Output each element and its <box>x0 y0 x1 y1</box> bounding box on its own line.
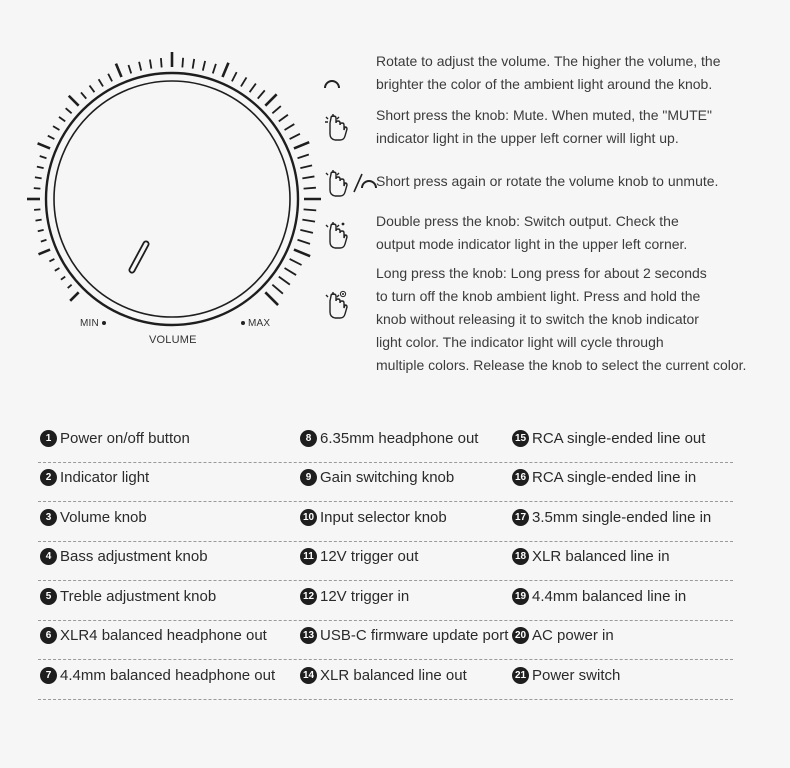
scale-tick <box>279 115 288 122</box>
scale-tick <box>279 277 290 285</box>
part-label: Bass adjustment knob <box>60 548 208 565</box>
scale-tick <box>285 268 297 275</box>
scale-tick <box>258 90 265 98</box>
part-label: Power on/off button <box>60 429 190 447</box>
part-label: 4.4mm balanced headphone out <box>60 666 276 684</box>
min-dot <box>102 321 106 325</box>
scale-tick <box>203 61 205 71</box>
scale-tick <box>300 230 313 233</box>
scale-tick <box>193 59 195 69</box>
part-label: AC power in <box>532 627 614 644</box>
knob-illustration <box>0 0 360 380</box>
part-label: Gain switching knob <box>320 469 455 486</box>
part-item <box>40 466 149 490</box>
scale-tick <box>69 96 79 106</box>
part-item <box>300 426 478 450</box>
scale-tick <box>223 63 229 77</box>
part-label: Volume knob <box>60 508 147 526</box>
scale-tick <box>81 92 86 98</box>
scale-tick <box>41 240 47 242</box>
part-number-badge: 12 <box>300 588 317 605</box>
scale-tick <box>290 259 302 265</box>
max-dot <box>241 321 245 325</box>
rotate-icon <box>320 66 370 96</box>
scale-tick <box>213 64 216 74</box>
instruction-double-press-text: Double press the knob: Switch output. Check the output mode indicator light in the upper left corner. <box>376 213 688 252</box>
scale-tick <box>232 72 237 81</box>
part-item <box>512 545 670 569</box>
press-or-rotate-icon <box>320 168 376 198</box>
double-press-icon <box>320 220 370 250</box>
part-number-badge: 7 <box>40 667 57 684</box>
scale-tick <box>150 60 151 69</box>
knob-inner-ring <box>54 81 290 317</box>
knob-outer-ring <box>46 73 298 325</box>
part-item <box>300 663 467 687</box>
scale-tick <box>304 209 317 210</box>
part-label: 6.35mm headphone out <box>320 429 479 447</box>
part-number-badge: 1 <box>40 430 57 447</box>
part-item <box>40 584 216 608</box>
parts-row <box>38 501 733 542</box>
part-number-badge: 20 <box>512 627 529 644</box>
scale-tick <box>48 136 55 139</box>
scale-tick <box>294 142 309 148</box>
parts-row <box>38 422 733 463</box>
scale-tick <box>99 79 103 86</box>
part-item <box>512 584 686 608</box>
scale-tick <box>55 268 60 271</box>
part-label: Indicator light <box>60 469 150 486</box>
scale-tick <box>61 277 65 280</box>
scale-tick <box>139 62 141 71</box>
scale-tick <box>59 117 65 122</box>
instruction-long-press-text: Long press the knob: Long press for about 2 seconds to turn off the knob ambient light. Press and hold the knob without releasing it to switch the knob indicator light color. The indicator light will cycle through multiple colors. Release the knob to select the current color. <box>376 265 747 373</box>
scale-tick <box>90 85 95 92</box>
part-item <box>40 505 147 529</box>
part-number-badge: 13 <box>300 627 317 644</box>
scale-tick <box>161 58 162 67</box>
scale-tick <box>36 220 42 221</box>
instruction-rotate-text: Rotate to adjust the volume. The higher the volume, the brighter the color of the ambient light around the knob. <box>376 53 721 92</box>
parts-row <box>38 659 733 700</box>
part-number-badge: 11 <box>300 548 317 565</box>
part-label: USB-C firmware update port <box>320 627 509 644</box>
instruction-long-press <box>320 262 770 380</box>
part-item <box>512 624 614 648</box>
parts-row <box>38 462 733 503</box>
part-number-badge: 15 <box>512 430 529 447</box>
part-label: Input selector knob <box>320 508 447 526</box>
part-label: RCA single-ended line out <box>532 429 706 447</box>
part-label: XLR balanced line out <box>320 666 467 684</box>
scale-tick <box>38 250 50 255</box>
scale-tick <box>35 177 42 178</box>
scale-tick <box>66 108 72 113</box>
scale-tick <box>285 124 295 130</box>
instruction-short-press-text: Short press the knob: Mute. When muted, the "MUTE" indicator light in the upper left corner will light up. <box>376 107 712 146</box>
part-number-badge: 14 <box>300 667 317 684</box>
long-press-icon <box>320 290 370 320</box>
part-item <box>512 466 696 490</box>
scale-tick <box>182 58 183 68</box>
scale-tick <box>265 292 278 305</box>
min-label: MIN <box>80 318 109 329</box>
scale-tick <box>290 134 300 139</box>
part-item <box>40 663 275 687</box>
part-item <box>300 466 454 490</box>
scale-tick <box>298 240 310 244</box>
part-number-badge: 8 <box>300 430 317 447</box>
scale-tick <box>37 167 44 169</box>
part-label: 12V trigger out <box>320 548 419 565</box>
part-label: XLR4 balanced headphone out <box>60 627 267 644</box>
max-label: MAX <box>238 318 270 329</box>
scale-tick <box>298 155 309 159</box>
instruction-short-press <box>320 104 770 154</box>
part-label: Treble adjustment knob <box>60 587 217 605</box>
part-item <box>300 545 418 569</box>
part-label: 12V trigger in <box>320 587 410 605</box>
part-label: XLR balanced line in <box>532 548 670 565</box>
scale-tick <box>68 285 72 288</box>
part-item <box>40 545 208 569</box>
part-item <box>300 584 409 608</box>
part-number-badge: 10 <box>300 509 317 526</box>
part-item <box>512 663 620 687</box>
part-item <box>512 426 705 450</box>
scale-tick <box>272 285 283 294</box>
press-icon <box>320 112 370 142</box>
part-item <box>512 505 711 529</box>
scale-tick <box>53 126 59 130</box>
volume-knob-diagram <box>0 0 360 380</box>
part-item <box>40 624 267 648</box>
part-number-badge: 9 <box>300 469 317 486</box>
part-number-badge: 19 <box>512 588 529 605</box>
part-number-badge: 5 <box>40 588 57 605</box>
scale-tick <box>304 188 316 189</box>
scale-tick <box>302 176 314 178</box>
scale-tick <box>34 188 41 189</box>
part-label: 4.4mm balanced line in <box>532 587 687 605</box>
volume-label: VOLUME <box>149 334 197 346</box>
part-label: RCA single-ended line in <box>532 469 697 486</box>
part-number-badge: 2 <box>40 469 57 486</box>
scale-tick <box>108 74 112 82</box>
part-number-badge: 21 <box>512 667 529 684</box>
instruction-rotate <box>320 50 770 100</box>
parts-row <box>38 580 733 621</box>
scale-tick <box>116 64 122 77</box>
instruction-unmute-text: Short press again or rotate the volume knob to unmute. <box>376 173 719 189</box>
scale-tick <box>294 250 310 257</box>
scale-tick <box>302 220 315 222</box>
scale-tick <box>300 165 312 168</box>
part-number-badge: 3 <box>40 509 57 526</box>
part-item <box>40 426 190 450</box>
scale-tick <box>128 65 131 73</box>
scale-tick <box>272 106 280 113</box>
parts-row <box>38 541 733 582</box>
scale-tick <box>49 259 54 262</box>
part-number-badge: 18 <box>512 548 529 565</box>
scale-tick <box>40 156 47 158</box>
instruction-unmute <box>320 170 770 200</box>
part-label: Power switch <box>532 666 621 684</box>
scale-tick <box>250 84 256 93</box>
part-number-badge: 6 <box>40 627 57 644</box>
part-item <box>300 505 447 529</box>
instruction-double-press <box>320 210 770 260</box>
scale-tick <box>241 77 247 86</box>
scale-tick <box>265 94 276 105</box>
part-number-badge: 4 <box>40 548 57 565</box>
parts-row <box>38 620 733 661</box>
scale-tick <box>38 143 50 148</box>
part-label: 3.5mm single-ended line in <box>532 508 712 526</box>
scale-tick <box>38 230 44 231</box>
scale-tick <box>70 292 78 300</box>
part-item <box>300 624 508 648</box>
part-number-badge: 16 <box>512 469 529 486</box>
part-number-badge: 17 <box>512 509 529 526</box>
